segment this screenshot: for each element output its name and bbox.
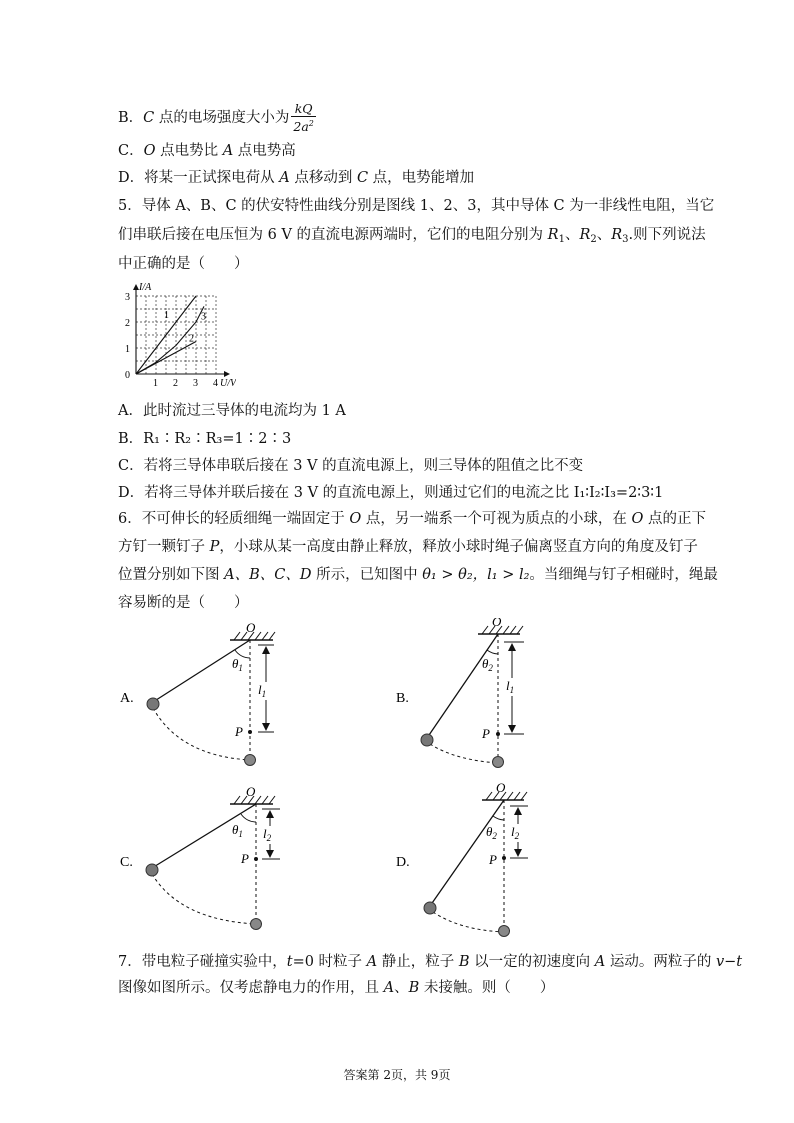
point-o-label: O <box>492 618 502 629</box>
ball-lowest <box>251 919 262 930</box>
chart-grid <box>136 296 216 374</box>
x-axis-label: U/V <box>220 378 236 389</box>
ball <box>421 734 433 746</box>
ball <box>147 698 159 710</box>
ball-lowest <box>245 755 256 766</box>
q4-option-d: D．将某一正试探电荷从 A 点移动到 C 点，电势能增加 <box>118 170 475 186</box>
string <box>427 634 498 738</box>
figure-label: C. <box>120 855 133 870</box>
x-axis-arrow <box>224 371 230 377</box>
point-o-label: O <box>246 784 256 799</box>
x-tick-label: 2 <box>173 378 178 389</box>
q5-option-d: D．若将三导体并联后接在 3 V 的直流电源上，则通过它们的电流之比 I₁∶I₂∶I₃=2∶3∶1 <box>118 485 664 501</box>
curve-label-2: 2 <box>189 333 194 345</box>
q4-option-b: B．C 点的电场强度大小为 $\frac{kQ}{2a^2}$ <box>118 101 314 135</box>
length-label: $l_1$ <box>258 682 267 699</box>
length-label: $l_1$ <box>506 678 515 695</box>
angle-label: $\theta_1$ <box>232 656 243 673</box>
q6-stem-line4: 容易断的是（ ） <box>118 595 249 611</box>
x-tick-label: 1 <box>153 378 158 389</box>
q6-figure-a <box>110 618 290 773</box>
point-o-label: O <box>246 620 256 635</box>
q5-stem-line2: 们串联后接在电压恒为 6 V 的直流电源两端时，它们的电阻分别为 $R_1$、$R_2$、$R_3$.则下列说法 <box>118 227 706 245</box>
chart-axes <box>133 284 230 377</box>
nail-p <box>496 732 500 736</box>
q6-stem-line2: 方钉一颗钉子 P，小球从某一高度由静止释放，释放小球时绳子偏离竖直方向的角度及钉子 <box>118 539 698 555</box>
chart-labels <box>125 282 236 389</box>
nail-p <box>248 730 252 734</box>
point-p-label: P <box>241 851 249 866</box>
page-footer: 答案第 2页，共 9页 <box>343 1068 451 1082</box>
q4-option-c: C．O 点电势比 A 点电势高 <box>118 143 296 159</box>
q4-option-b-fraction: $\frac{kQ}{2a^2}$ <box>293 101 314 135</box>
y-tick-label: 3 <box>125 292 130 303</box>
ball-lowest <box>493 757 504 768</box>
q6-figure-b <box>390 618 570 778</box>
q5-option-c: C．若将三导体串联后接在 3 V 的直流电源上，则三导体的阻值之比不变 <box>118 458 584 474</box>
q7-stem-line2: 图像如图所示。仅考虑静电力的作用，且 A、B 未接触。则（ ） <box>118 980 555 996</box>
point-o-label: O <box>496 782 506 795</box>
string <box>153 640 250 702</box>
q6-stem-line1: 6．不可伸长的轻质细绳一端固定于 O 点，另一端系一个可视为质点的小球，在 O 点的正下 <box>118 511 706 527</box>
figure-label: D. <box>396 855 410 870</box>
origin-label: 0 <box>125 370 130 381</box>
angle-label: $\theta_1$ <box>232 822 243 839</box>
y-tick-label: 2 <box>125 318 130 329</box>
ball-lowest <box>499 926 510 937</box>
q5-stem-line3: 中正确的是（ ） <box>118 256 249 272</box>
nail-p <box>502 856 506 860</box>
length-label: $l_2$ <box>263 826 272 843</box>
ball <box>424 902 436 914</box>
q5-option-b: B．R₁∶R₂∶R₃=1∶2∶3 <box>118 431 292 447</box>
figure-label: B. <box>396 691 409 706</box>
point-p-label: P <box>489 852 497 867</box>
q6-figure-d <box>390 782 570 942</box>
q6-stem-line3: 位置分别如下图 A、B、C、D 所示，已知图中 θ₁ > θ₂，l₁ > l₂。当细绳与钉子相碰时，绳最 <box>118 567 718 583</box>
y-axis-label: I/A <box>139 282 152 293</box>
figure-label: A. <box>120 691 134 706</box>
q5-stem-line1: 5．导体 A、B、C 的伏安特性曲线分别是图线 1、2、3，其中导体 C 为一非线性电阻，当它 <box>118 198 715 214</box>
length-label: $l_2$ <box>511 824 520 841</box>
x-tick-label: 4 <box>213 378 218 389</box>
ball <box>146 864 158 876</box>
point-p-label: P <box>482 726 490 741</box>
angle-label: $\theta_2$ <box>482 656 493 673</box>
y-tick-label: 1 <box>125 344 130 355</box>
curve-label-3: 3 <box>201 311 206 323</box>
nail-p <box>254 857 258 861</box>
q6-figure-c <box>110 782 290 942</box>
angle-label: $\theta_2$ <box>486 824 497 841</box>
q5-option-a: A．此时流过三导体的电流均为 1 A <box>118 403 346 419</box>
x-tick-label: 3 <box>193 378 198 389</box>
q5-iu-chart <box>114 280 236 392</box>
point-p-label: P <box>235 724 243 739</box>
curve-label-1: 1 <box>164 310 169 322</box>
q7-stem-line1: 7．带电粒子碰撞实验中，t=0 时粒子 A 静止，粒子 B 以一定的初速度向 A 运动。两粒子的 v−t <box>118 954 743 970</box>
